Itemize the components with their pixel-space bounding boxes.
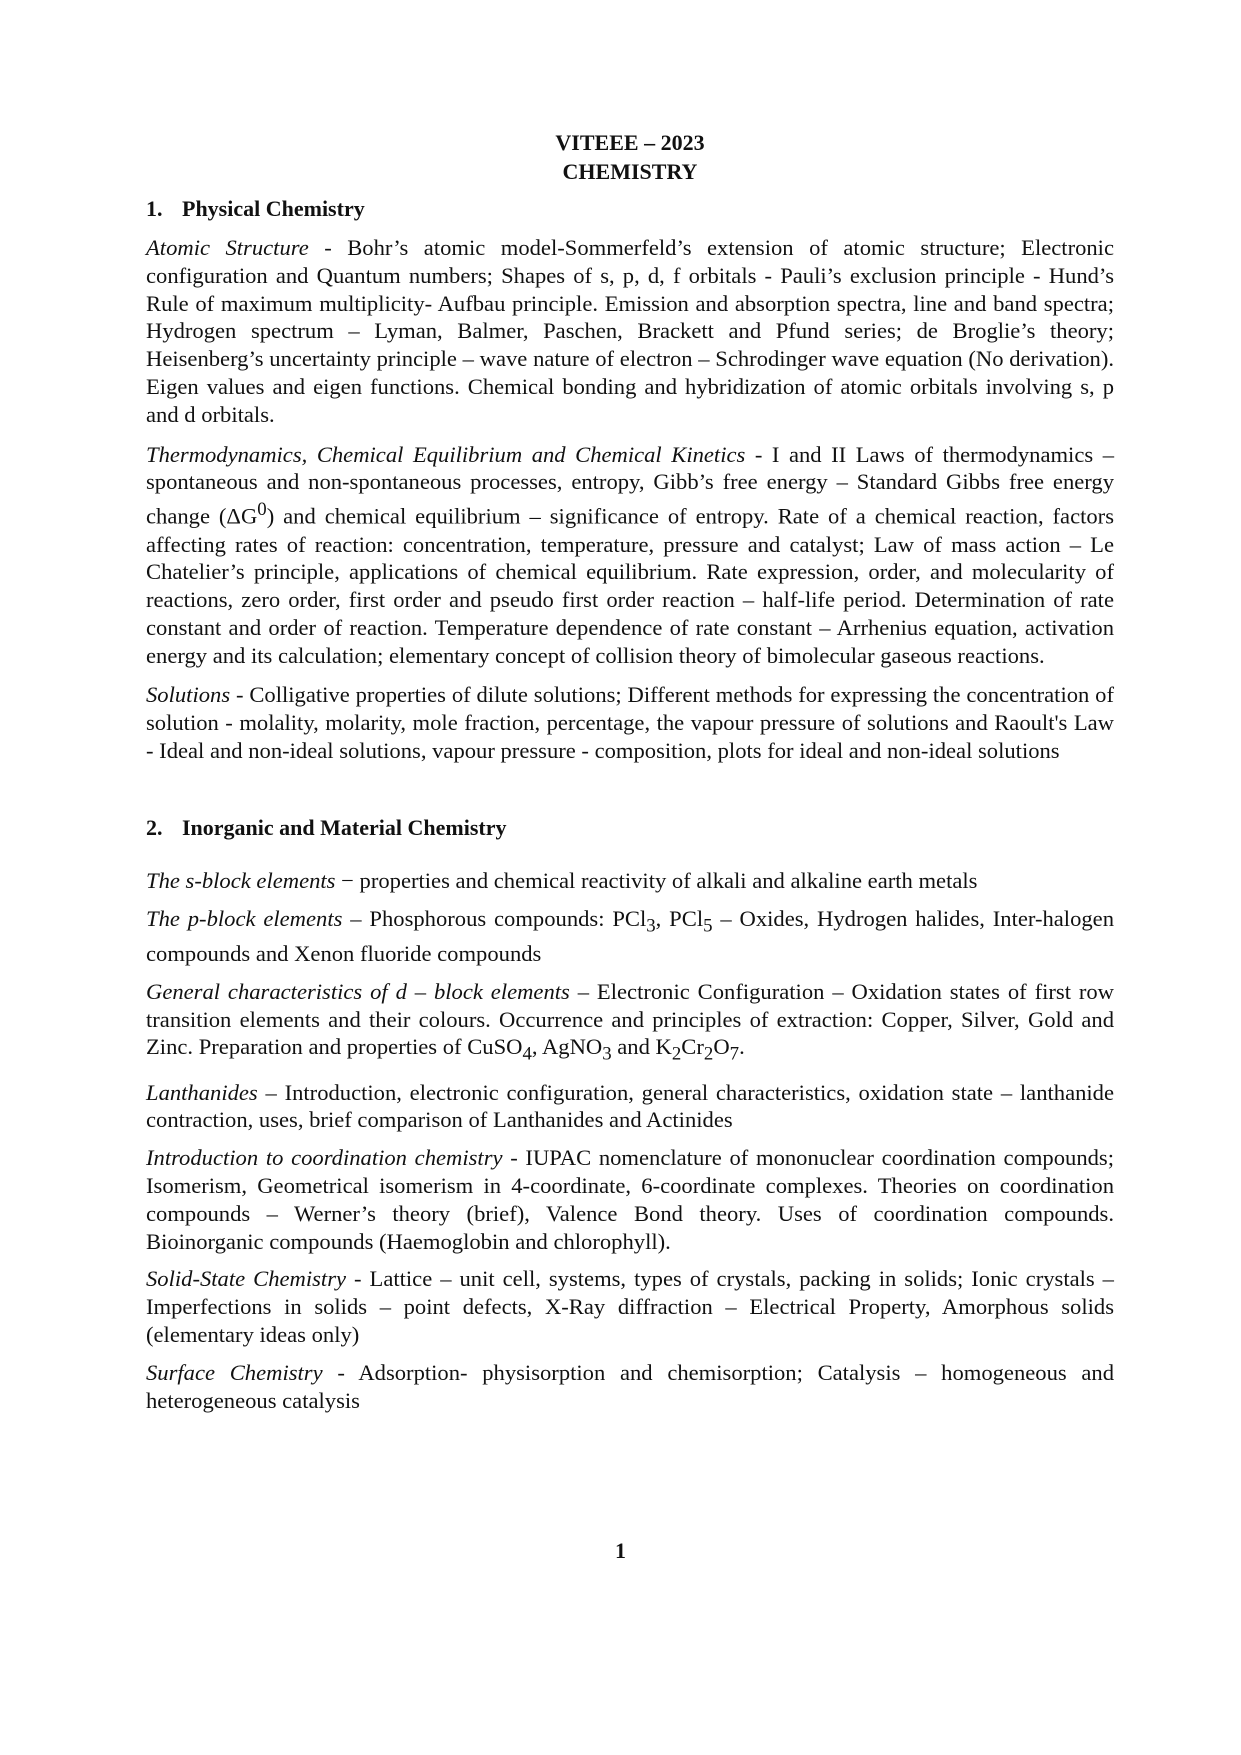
- topic-body: – Phosphorous compounds: PCl: [342, 905, 647, 931]
- topic-surface-chemistry: [146, 1359, 1114, 1415]
- subscript: 5: [703, 915, 713, 937]
- topic-lanthanides: [146, 1079, 1114, 1135]
- topic-body: .: [739, 1034, 745, 1060]
- page-content: [146, 128, 1114, 1414]
- topic-body: , AgNO: [531, 1034, 603, 1060]
- topic-thermodynamics: [146, 441, 1114, 670]
- topic-body: Cr: [681, 1034, 704, 1060]
- topic-body: - Colligative properties of dilute solutions; Different methods for expressing the concentration of solution - molality, molarity, mole fraction, percentage, the vapour pressure of solutions and Raoult's Law - Ideal and non-ideal solutions, vapour pressure - composition, plots for ideal and non-ideal solutions: [146, 682, 1114, 764]
- topic-d-block: [146, 978, 1114, 1069]
- topic-body: - Lattice – unit cell, systems, types of crystals, packing in solids; Ionic crystals – Imperfections in solids – point defects, X-Ray diffraction – Electrical Property, Amorphous solids (elementary ideas only): [146, 1266, 1114, 1348]
- subscript: 7: [729, 1043, 740, 1065]
- topic-title: The s-block elements: [146, 867, 336, 893]
- topic-body: - IUPAC nomenclature of mononuclear coordination compounds; Isomerism, Geometrical isomerism in 4-coordinate, 6-coordinate complexes. Theories on coordination compounds – Werner’s theory (brief), Valence Bond theory. Uses of coordination compounds. Bioinorganic compounds (Haemoglobin and chlorophyll).: [146, 1145, 1114, 1254]
- section-heading-inorganic-chemistry: [146, 813, 1114, 843]
- topic-body: - Bohr’s atomic model-Sommerfeld’s extension of atomic structure; Electronic configuration and Quantum numbers; Shapes of s, p, d, f orbitals - Pauli’s exclusion principle - Hund’s Rule of maximum multiplicity- Aufbau principle. Emission and absorption spectra, line and band spectra; Hydrogen spectrum – Lyman, Balmer, Paschen, Brackett and Pfund series; de Broglie’s theory; Heisenberg’s uncertainty principle – wave nature of electron – Schrodinger wave equation (No derivation). Eigen values and eigen functions. Chemical bonding and hybridization of atomic orbitals involving s, p and d orbitals.: [146, 235, 1114, 427]
- section-number: 1.: [146, 196, 163, 221]
- subscript: 3: [646, 915, 656, 937]
- subscript: 2: [703, 1043, 714, 1065]
- topic-title: Introduction to coordination chemistry: [146, 1145, 503, 1171]
- topic-title: Solutions: [146, 682, 231, 708]
- topic-title: The p-block elements: [146, 905, 343, 931]
- topic-s-block: [146, 867, 1114, 895]
- exam-title: VITEEE – 2023: [555, 130, 705, 155]
- superscript: 0: [257, 499, 267, 521]
- page-number: 1: [615, 1538, 626, 1563]
- topic-solid-state: [146, 1265, 1114, 1348]
- topic-solutions: [146, 681, 1114, 764]
- topic-body: – Electronic Configuration – Oxidation states of first row transition elements and their colours. Occurrence and principles of extraction: Copper, Silver, Gold and Zinc. Preparation and properties of CuSO: [146, 978, 1115, 1060]
- subscript: 2: [671, 1043, 682, 1065]
- topic-body: – Oxides, Hydrogen halides, Inter-halogen compounds and Xenon fluoride compounds: [146, 905, 1114, 966]
- topic-body: , PCl: [655, 905, 704, 931]
- section-number: 2.: [146, 814, 163, 840]
- topic-title: General characteristics of d – block elements: [146, 978, 570, 1004]
- topic-title: Lanthanides: [146, 1079, 258, 1105]
- subject-title: CHEMISTRY: [562, 159, 698, 184]
- topic-p-block: [146, 905, 1114, 968]
- topic-title: Thermodynamics, Chemical Equilibrium and Chemical Kinetics: [146, 441, 746, 467]
- topic-coordination-chemistry: [146, 1144, 1114, 1255]
- topic-title: Atomic Structure: [146, 235, 309, 260]
- topic-body: - I and II Laws of thermodynamics – spontaneous and non-spontaneous processes, entropy, Gibb’s free energy – Standard Gibbs free energy change (ΔG: [146, 441, 1114, 529]
- topic-body: − properties and chemical reactivity of alkali and alkaline earth metals: [335, 867, 978, 893]
- topic-body: - Adsorption- physisorption and chemisorption; Catalysis – homogeneous and heterogeneous catalysis: [146, 1359, 1114, 1413]
- topic-body: – Introduction, electronic configuration, general characteristics, oxidation state – lanthanide contraction, uses, brief comparison of Lanthanides and Actinides: [146, 1079, 1114, 1133]
- subscript: 4: [522, 1043, 532, 1065]
- section-title: Physical Chemistry: [182, 196, 365, 221]
- topic-title: Surface Chemistry: [146, 1359, 323, 1385]
- topic-title: Solid-State Chemistry: [146, 1266, 347, 1292]
- topic-body: O: [713, 1034, 730, 1060]
- section-heading-physical-chemistry: [146, 194, 1114, 224]
- subscript: 3: [602, 1043, 612, 1065]
- topic-body: and K: [611, 1034, 672, 1060]
- topic-body-continued: ) and chemical equilibrium – significance of entropy. Rate of a chemical reaction, factors affecting rates of reaction: concentration, temperature, pressure and catalyst; Law of mass action – Le Chatelier’s principle, applications of chemical equilibrium. Rate expression, order, and molecularity of reactions, zero order, first order and pseudo first order reaction – half-life period. Determination of rate constant and order of reaction. Temperature dependence of rate constant – Arrhenius equation, activation energy and its calculation; elementary concept of collision theory of bimolecular gaseous reactions.: [146, 503, 1115, 668]
- section-title: Inorganic and Material Chemistry: [182, 814, 507, 840]
- topic-atomic-structure: [146, 234, 1114, 429]
